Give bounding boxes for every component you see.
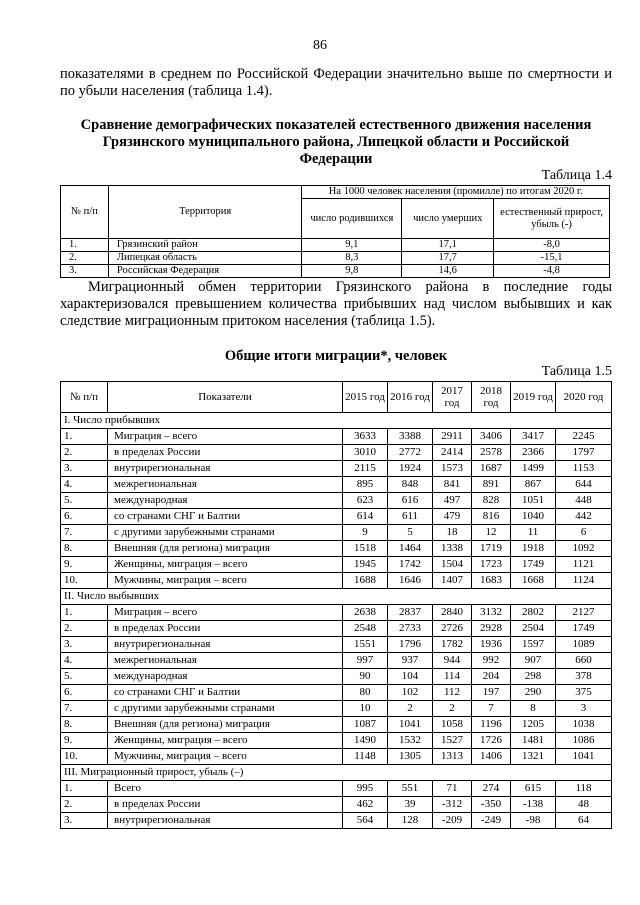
births-value: 9,1 [302, 239, 402, 252]
section-row [61, 765, 612, 781]
year-value: -249 [472, 813, 511, 829]
year-value: 1153 [556, 461, 612, 477]
table-row [61, 429, 612, 445]
col-header-number: № п/п [61, 382, 108, 413]
section-title: III. Миграционный прирост, убыль (–) [61, 765, 612, 781]
table-row [61, 797, 612, 813]
indicator-name: Всего [108, 781, 343, 797]
year-value: 10 [343, 701, 388, 717]
row-number: 6. [61, 509, 108, 525]
deaths-value: 17,7 [402, 252, 494, 265]
table-1-5-caption: Таблица 1.5 [541, 364, 612, 379]
year-value: 2414 [433, 445, 472, 461]
year-value: 197 [472, 685, 511, 701]
indicator-name: межрегиональная [108, 653, 343, 669]
indicator-name: с другими зарубежными странами [108, 701, 343, 717]
year-value: 1504 [433, 557, 472, 573]
year-value: 448 [556, 493, 612, 509]
table-row [61, 509, 612, 525]
year-value: 1924 [388, 461, 433, 477]
year-value: 1518 [343, 541, 388, 557]
year-value: 3417 [511, 429, 556, 445]
table-row [61, 781, 612, 797]
year-value: 2504 [511, 621, 556, 637]
indicator-name: внутрирегиональная [108, 813, 343, 829]
row-number: 10. [61, 573, 108, 589]
indicator-name: Миграция – всего [108, 605, 343, 621]
table-1-5-title: Общие итоги миграции*, человек [224, 348, 448, 364]
row-number: 10. [61, 749, 108, 765]
year-value: 907 [511, 653, 556, 669]
year-value: -350 [472, 797, 511, 813]
year-value: 71 [433, 781, 472, 797]
year-value: 2 [433, 701, 472, 717]
year-value: -138 [511, 797, 556, 813]
intro-line: и по убыли населения (таблица 1.4). [60, 66, 613, 99]
year-value: 2245 [556, 429, 612, 445]
year-value: 112 [433, 685, 472, 701]
section-row [61, 589, 612, 605]
year-value: 1646 [388, 573, 433, 589]
year-value: 992 [472, 653, 511, 669]
year-value: 7 [472, 701, 511, 717]
year-value: 1041 [388, 717, 433, 733]
table-1-5-body [61, 413, 612, 829]
year-value: 616 [388, 493, 433, 509]
table-row [61, 749, 612, 765]
row-number: 3. [61, 637, 108, 653]
year-value: 290 [511, 685, 556, 701]
year-value: 1089 [556, 637, 612, 653]
year-value: 1087 [343, 717, 388, 733]
year-value: 1797 [556, 445, 612, 461]
year-value: 80 [343, 685, 388, 701]
year-value: 2837 [388, 605, 433, 621]
table-row [61, 461, 612, 477]
col-header-year: 2020 год [556, 382, 612, 413]
year-value: 375 [556, 685, 612, 701]
col-header-number: № п/п [61, 186, 109, 239]
year-value: 1481 [511, 733, 556, 749]
year-value: 1058 [433, 717, 472, 733]
year-value: 2 [388, 701, 433, 717]
year-value: 1092 [556, 541, 612, 557]
indicator-name: с другими зарубежными странами [108, 525, 343, 541]
row-number: 5. [61, 493, 108, 509]
table-row [61, 252, 610, 265]
year-value: 816 [472, 509, 511, 525]
row-number: 1. [61, 781, 108, 797]
section-title: II. Число выбывших [61, 589, 612, 605]
births-value: 9,8 [302, 265, 402, 278]
col-header-group: На 1000 человек населения (промилле) по итогам 2020 г. [302, 186, 610, 199]
row-number: 8. [61, 717, 108, 733]
territory-name: Липецкая область [108, 252, 302, 265]
table-row [61, 701, 612, 717]
indicator-name: внутрирегиональная [108, 461, 343, 477]
year-value: 1573 [433, 461, 472, 477]
year-value: 2548 [343, 621, 388, 637]
year-value: 1918 [511, 541, 556, 557]
year-value: 1406 [472, 749, 511, 765]
year-value: 2772 [388, 445, 433, 461]
year-value: 1749 [556, 621, 612, 637]
year-value: 1313 [433, 749, 472, 765]
indicator-name: Внешняя (для региона) миграция [108, 717, 343, 733]
year-value: 611 [388, 509, 433, 525]
indicator-name: межрегиональная [108, 477, 343, 493]
year-value: 1688 [343, 573, 388, 589]
year-value: 3010 [343, 445, 388, 461]
row-number: 9. [61, 733, 108, 749]
year-value: 102 [388, 685, 433, 701]
col-header-territory: Территория [108, 186, 302, 239]
year-value: 64 [556, 813, 612, 829]
table-1-4-caption: Таблица 1.4 [541, 168, 612, 183]
table-row [61, 717, 612, 733]
row-number: 3. [61, 461, 108, 477]
row-number: 8. [61, 541, 108, 557]
col-header-year: 2017 год [433, 382, 472, 413]
table-row [61, 239, 610, 252]
indicator-name: Миграция – всего [108, 429, 343, 445]
year-value: 1196 [472, 717, 511, 733]
row-number: 3. [61, 813, 108, 829]
year-value: 18 [433, 525, 472, 541]
year-value: 1749 [511, 557, 556, 573]
year-value: 937 [388, 653, 433, 669]
territory-name: Российская Федерация [108, 265, 302, 278]
title-line: Сравнение демографических показателей естественного движения населения [80, 117, 592, 133]
year-value: 1687 [472, 461, 511, 477]
col-header-year: 2015 год [343, 382, 388, 413]
year-value: 479 [433, 509, 472, 525]
year-value: 298 [511, 669, 556, 685]
table-row [61, 605, 612, 621]
growth-value: -8,0 [494, 239, 610, 252]
year-value: 104 [388, 669, 433, 685]
row-number: 4. [61, 653, 108, 669]
table-row [61, 541, 612, 557]
year-value: 551 [388, 781, 433, 797]
table-row [61, 637, 612, 653]
year-value: 2840 [433, 605, 472, 621]
table-1-5 [60, 381, 612, 829]
year-value: 1796 [388, 637, 433, 653]
row-number: 2. [61, 797, 108, 813]
year-value: 3633 [343, 429, 388, 445]
indicator-name: в пределах России [108, 445, 343, 461]
territory-name: Грязинский район [108, 239, 302, 252]
col-header-year: 2016 год [388, 382, 433, 413]
year-value: 828 [472, 493, 511, 509]
title-line: Грязинского муниципального района, Липецкой области и Российской [102, 134, 570, 150]
year-value: 895 [343, 477, 388, 493]
year-value: 2726 [433, 621, 472, 637]
year-value: 1464 [388, 541, 433, 557]
year-value: 2733 [388, 621, 433, 637]
table-row [61, 669, 612, 685]
year-value: 3406 [472, 429, 511, 445]
row-number: 6. [61, 685, 108, 701]
indicator-name: в пределах России [108, 621, 343, 637]
year-value: 2366 [511, 445, 556, 461]
year-value: 841 [433, 477, 472, 493]
year-value: 3388 [388, 429, 433, 445]
year-value: 1338 [433, 541, 472, 557]
table-1-4 [60, 185, 610, 278]
year-value: 1124 [556, 573, 612, 589]
indicator-name: Женщины, миграция – всего [108, 733, 343, 749]
indicator-name: в пределах России [108, 797, 343, 813]
table-row [61, 573, 612, 589]
year-value: 995 [343, 781, 388, 797]
year-value: 1936 [472, 637, 511, 653]
year-value: 1499 [511, 461, 556, 477]
indicator-name: международная [108, 669, 343, 685]
year-value: 48 [556, 797, 612, 813]
table-row [61, 557, 612, 573]
row-number: 2. [61, 621, 108, 637]
year-value: 2928 [472, 621, 511, 637]
year-value: 462 [343, 797, 388, 813]
year-value: 11 [511, 525, 556, 541]
year-value: 1040 [511, 509, 556, 525]
year-value: 1321 [511, 749, 556, 765]
year-value: 1086 [556, 733, 612, 749]
year-value: 1723 [472, 557, 511, 573]
year-value: -209 [433, 813, 472, 829]
table-row [61, 685, 612, 701]
year-value: 1051 [511, 493, 556, 509]
year-value: 114 [433, 669, 472, 685]
year-value: 615 [511, 781, 556, 797]
year-value: 442 [556, 509, 612, 525]
year-value: 1719 [472, 541, 511, 557]
year-value: 6 [556, 525, 612, 541]
year-value: 39 [388, 797, 433, 813]
table-row [61, 477, 612, 493]
year-value: 1945 [343, 557, 388, 573]
table-row [61, 733, 612, 749]
section-title: I. Число прибывших [61, 413, 612, 429]
year-value: 3 [556, 701, 612, 717]
row-number: 2. [61, 252, 109, 265]
table-1-4-body [61, 239, 610, 278]
row-number: 7. [61, 525, 108, 541]
table-1-4-title [60, 117, 612, 168]
row-number: 7. [61, 701, 108, 717]
year-value: 3132 [472, 605, 511, 621]
year-value: 1038 [556, 717, 612, 733]
year-value: 1527 [433, 733, 472, 749]
year-value: 1490 [343, 733, 388, 749]
year-value: 848 [388, 477, 433, 493]
year-value: 867 [511, 477, 556, 493]
year-value: 1532 [388, 733, 433, 749]
deaths-value: 14,6 [402, 265, 494, 278]
year-value: 9 [343, 525, 388, 541]
row-number: 1. [61, 605, 108, 621]
table-row [61, 493, 612, 509]
indicator-name: со странами СНГ и Балтии [108, 685, 343, 701]
indicator-name: международная [108, 493, 343, 509]
table-row [61, 265, 610, 278]
row-number: 1. [61, 429, 108, 445]
growth-value: -15,1 [494, 252, 610, 265]
year-value: 564 [343, 813, 388, 829]
year-value: 660 [556, 653, 612, 669]
row-number: 5. [61, 669, 108, 685]
year-value: 1305 [388, 749, 433, 765]
intro-paragraph [60, 66, 612, 100]
row-number: 2. [61, 445, 108, 461]
year-value: 12 [472, 525, 511, 541]
indicator-name: Внешняя (для региона) миграция [108, 541, 343, 557]
year-value: 644 [556, 477, 612, 493]
year-value: 378 [556, 669, 612, 685]
year-value: 5 [388, 525, 433, 541]
indicator-name: со странами СНГ и Балтии [108, 509, 343, 525]
year-value: 8 [511, 701, 556, 717]
year-value: 497 [433, 493, 472, 509]
year-value: 90 [343, 669, 388, 685]
migration-paragraph: Миграционный обмен территории Грязинского района в последние годы характеризовался превышением количества прибывших над числом выбывших и как следствие миграционным притоком населения (таблица 1.5). [60, 279, 612, 329]
year-value: 997 [343, 653, 388, 669]
row-number: 3. [61, 265, 109, 278]
year-value: 1148 [343, 749, 388, 765]
col-header-deaths: число умерших [402, 199, 494, 239]
growth-value: -4,8 [494, 265, 610, 278]
year-value: 1041 [556, 749, 612, 765]
year-value: 1205 [511, 717, 556, 733]
row-number: 4. [61, 477, 108, 493]
year-value: 2127 [556, 605, 612, 621]
year-value: 1782 [433, 637, 472, 653]
indicator-name: Мужчины, миграция – всего [108, 573, 343, 589]
col-header-indicator: Показатели [108, 382, 343, 413]
year-value: -98 [511, 813, 556, 829]
year-value: 614 [343, 509, 388, 525]
intro-line: показателями в среднем по Российской Федерации значительно выше по смертности [60, 66, 600, 82]
year-value: 1742 [388, 557, 433, 573]
year-value: 1407 [433, 573, 472, 589]
table-row [61, 445, 612, 461]
year-value: 2115 [343, 461, 388, 477]
section-row [61, 413, 612, 429]
year-value: 1683 [472, 573, 511, 589]
page-number: 86 [313, 38, 327, 53]
col-header-births: число родившихся [302, 199, 402, 239]
table-row [61, 813, 612, 829]
year-value: 2578 [472, 445, 511, 461]
births-value: 8,3 [302, 252, 402, 265]
table-row [61, 621, 612, 637]
col-header-growth: естественный прирост, убыль (-) [494, 199, 610, 239]
table-row [61, 525, 612, 541]
year-value: 623 [343, 493, 388, 509]
indicator-name: внутрирегиональная [108, 637, 343, 653]
year-value: -312 [433, 797, 472, 813]
indicator-name: Женщины, миграция – всего [108, 557, 343, 573]
year-value: 1597 [511, 637, 556, 653]
year-value: 944 [433, 653, 472, 669]
table-1-5-header-row [61, 382, 612, 413]
year-value: 2911 [433, 429, 472, 445]
table-row [61, 653, 612, 669]
year-value: 1121 [556, 557, 612, 573]
year-value: 2638 [343, 605, 388, 621]
year-value: 2802 [511, 605, 556, 621]
row-number: 1. [61, 239, 109, 252]
year-value: 1726 [472, 733, 511, 749]
title-line: Федерации [299, 151, 373, 167]
year-value: 128 [388, 813, 433, 829]
deaths-value: 17,1 [402, 239, 494, 252]
year-value: 274 [472, 781, 511, 797]
col-header-year: 2019 год [511, 382, 556, 413]
year-value: 118 [556, 781, 612, 797]
indicator-name: Мужчины, миграция – всего [108, 749, 343, 765]
col-header-year: 2018 год [472, 382, 511, 413]
year-value: 891 [472, 477, 511, 493]
year-value: 204 [472, 669, 511, 685]
row-number: 9. [61, 557, 108, 573]
year-value: 1668 [511, 573, 556, 589]
year-value: 1551 [343, 637, 388, 653]
